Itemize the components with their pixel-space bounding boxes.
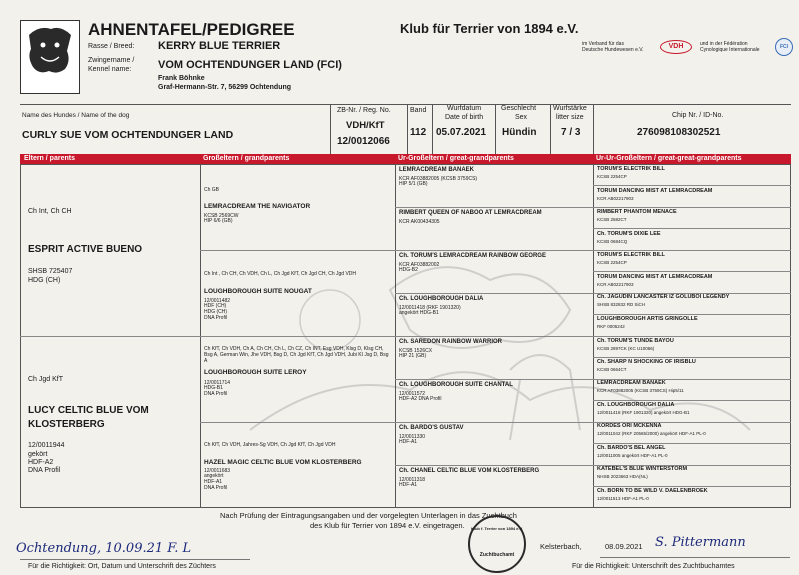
sex-value: Hündin xyxy=(502,127,537,138)
gggp-name: TORUM DANCING MIST AT LEMRACDREAM xyxy=(597,188,713,194)
birth-label-2: Date of birth xyxy=(445,114,484,121)
stamp-text-1: Klub f. Terrier von 1894 e.V. xyxy=(470,526,524,531)
fci-text-1: und in der Fédération xyxy=(700,41,748,47)
official-signature: S. Pittermann xyxy=(655,535,746,550)
gggp-reg: 12/0011005 angekört HDF-A1 PL-0 xyxy=(597,453,668,459)
gggp-name: LEMRACDREAM BANAEK xyxy=(597,380,666,386)
reg-label: ZB-Nr. / Reg. No. xyxy=(337,107,391,114)
great-grandparent-6 xyxy=(399,382,513,403)
fci-text-2: Cynologique Internationale xyxy=(700,47,760,53)
dam-name-1: LUCY CELTIC BLUE VOM xyxy=(28,405,149,416)
vdh-text-2: Deutsche Hundewesen e.V. xyxy=(582,47,644,53)
kennel-value: VOM OCHTENDUNGER LAND (FCI) xyxy=(158,59,342,71)
ggg-3 xyxy=(597,209,677,222)
dam-reg-4: DNA Profil xyxy=(28,467,61,474)
dam-reg-1: 12/0011944 xyxy=(28,442,65,449)
breeder-caption: Für die Richtigkeit: Ort, Datum und Unterschrift des Züchters xyxy=(28,563,216,570)
gp-reg-1: 12/0011714 xyxy=(204,379,231,386)
ggp-name: Ch. BARDO'S GUSTAV xyxy=(399,425,464,431)
ggg-15 xyxy=(597,466,687,479)
ggp-reg-1: 12/0011330 xyxy=(399,433,426,440)
birth-value: 05.07.2021 xyxy=(436,127,487,138)
vdh-badge-text: VDH xyxy=(668,43,684,50)
reg-value-1: VDH/KfT xyxy=(346,120,385,131)
registry-note-2: des Klub für Terrier von 1894 e.V. eingetragen. xyxy=(310,521,465,530)
ggp-reg-1: KCSB 1526CX xyxy=(399,347,433,354)
gggp-reg: KCR AB02217903 xyxy=(597,282,634,288)
gggp-reg: KCSB 2254CP xyxy=(597,174,627,180)
ggp-name: Ch. TORUM'S LEMRACDREAM RAINBOW GEORGE xyxy=(399,253,546,259)
gggp-name: LOUGHBOROUGH ARTIS GRINGOLLE xyxy=(597,316,698,322)
ggp-reg-2: HDF-A1 xyxy=(399,482,418,489)
breed-label: Rasse / Breed: xyxy=(88,43,135,50)
logo-subtext: von 1894 xyxy=(38,87,55,92)
gggp-name: RIMBERT PHANTOM MENACE xyxy=(597,209,677,215)
grandparent-1 xyxy=(204,188,392,225)
ggp-name: LEMRACDREAM BANAEK xyxy=(399,167,474,173)
gggp-reg: KCSB 0684CQ xyxy=(597,239,628,245)
gggp-name: KORDES ORI MCKENNA xyxy=(597,423,662,429)
gp-reg-2: HIP 6/6 (GB) xyxy=(204,218,233,225)
ggp-reg-2: HDG-B2 xyxy=(399,267,418,274)
registry-note-1: Nach Prüfung der Eintragungsangaben und der vorgelegten Unterlagen in das Zuchtbuch xyxy=(220,511,517,520)
col-great-great-grandparents: Ur-Ur-Großeltern / great-great-grandparents xyxy=(596,155,742,162)
dog-name-label: Name des Hundes / Name of the dog xyxy=(22,112,130,119)
club-name: Klub für Terrier von 1894 e.V. xyxy=(400,21,579,36)
gp-reg-2: HDG-B1 xyxy=(204,385,223,392)
ggg-10 xyxy=(597,359,696,372)
grandparent-2 xyxy=(204,272,392,321)
gggp-reg: KCSB 2254CP xyxy=(597,260,627,266)
gggp-name: Ch. LOUGHBOROUGH DALIA xyxy=(597,402,675,408)
ggp-name: RIMBERT QUEEN OF NABOO AT LEMRACDREAM xyxy=(399,210,542,216)
gp-reg-3: DNA Profil xyxy=(204,390,228,397)
litter-label-1: Wurfstärke xyxy=(553,105,587,112)
club-stamp xyxy=(468,515,526,573)
gggp-reg: 12/0011042 (RKF 20565/2000) angekört HDF-A1 PL-0 xyxy=(597,431,706,437)
gggp-reg: NHSB 2023663 HDA(NL) xyxy=(597,474,648,480)
gp-reg-1: 12/0011683 xyxy=(204,467,231,474)
col-great-grandparents: Ur-Großeltern / great-grandparents xyxy=(398,155,514,162)
gp-reg-1: KCSB 2569CW xyxy=(204,212,239,219)
ggg-11 xyxy=(597,380,684,393)
gggp-reg: KCSB 0664CT xyxy=(597,367,627,373)
gggp-name: Ch. TORUM'S DIXIE LEE xyxy=(597,231,661,237)
ggp-reg-2: HIP 21 (GB) xyxy=(399,353,427,360)
gp-titles: Ch KfT, Ch VDH, Jahres-Sg VDH, Ch Jgd KfT, Ch Jgd VDH xyxy=(204,442,336,448)
gggp-name: KATEBEL'S BLUE WINTERSTORM xyxy=(597,466,688,472)
stamp-text-2: Zuchtbuchamt xyxy=(479,552,515,559)
gggp-reg: RKF 0005242 xyxy=(597,324,625,330)
great-grandparent-5 xyxy=(399,339,502,360)
ggg-8 xyxy=(597,316,698,329)
gp-reg-2: HDF (CH) xyxy=(204,303,227,310)
gggp-name: Ch. SHARP N SHOCKING OF IRISBLU xyxy=(597,359,696,365)
pedigree-column-headers xyxy=(20,154,791,164)
ggp-reg-1: KCR AF03882005 (KCSB 3759CS) xyxy=(399,175,478,182)
chip-label: Chip Nr. / ID-No. xyxy=(672,112,724,119)
sire-titles: Ch Int, Ch CH xyxy=(28,208,72,215)
gggp-reg: SHSB 832832 RD SiCH xyxy=(597,302,646,308)
fci-logo xyxy=(775,38,793,56)
gggp-name: Ch. BORN TO BE WILD V. DAELENBROEK xyxy=(597,488,708,494)
gggp-name: TORUM'S ELECTRIK BILL xyxy=(597,166,665,172)
vdh-text-1: im Verband für das xyxy=(582,41,624,47)
gp-reg-3: HDG (CH) xyxy=(204,309,228,316)
ggp-reg-2: HIP 5/1 (GB) xyxy=(399,181,428,188)
dam-titles: Ch Jgd KfT xyxy=(28,376,64,383)
gp-reg-1: 12/0011482 xyxy=(204,297,231,304)
ggg-1 xyxy=(597,166,665,179)
gggp-reg: 12/0011418 (RKF 1901320) angekört HDG-B1 xyxy=(597,410,690,416)
gggp-reg: KCR AB02217903 xyxy=(597,196,634,202)
official-caption: Für die Richtigkeit: Unterschrift des Zuchtbuchamtes xyxy=(572,563,735,570)
ggp-reg-1: 12/0011318 xyxy=(399,476,426,483)
col-grandparents: Großeltern / grandparents xyxy=(203,155,290,162)
ggg-5 xyxy=(597,252,665,265)
dam-reg-2: gekört xyxy=(28,451,48,458)
owner-address: Graf-Hermann-Str. 7, 56299 Ochtendung xyxy=(158,84,292,91)
ggg-9 xyxy=(597,338,674,351)
ggg-7 xyxy=(597,294,729,307)
ggg-13 xyxy=(597,423,706,436)
col-parents: Eltern / parents xyxy=(24,155,75,162)
dam-name-2: KLOSTERBERG xyxy=(28,419,105,430)
ggg-16 xyxy=(597,488,708,501)
vdh-logo xyxy=(660,40,692,54)
ggp-reg-2: HDF-A1 xyxy=(399,439,418,446)
litter-value: 7 / 3 xyxy=(561,127,581,138)
reg-value-2: 12/0012066 xyxy=(337,136,390,147)
great-grandparent-8 xyxy=(399,468,539,489)
gggp-name: Ch. BARDO'S BEL ANGEL xyxy=(597,445,666,451)
ggp-reg-2: HDF-A2 DNA Profil xyxy=(399,396,442,403)
gp-reg-2: angekört xyxy=(204,473,224,480)
great-grandparent-2 xyxy=(399,210,542,225)
gggp-reg: 12/0011513 HDF-A1 PL-0 xyxy=(597,496,649,502)
sire-reg-1: SHSB 725407 xyxy=(28,268,73,275)
gp-reg-4: DNA Profil xyxy=(204,314,228,321)
ggg-2 xyxy=(597,188,712,201)
ggg-12 xyxy=(597,402,689,415)
gp-titles: Ch GB xyxy=(204,187,220,193)
ggp-reg-1: 12/0011418 (RKF 1901320) xyxy=(399,304,461,311)
gggp-reg: KCSB 2897CK (KC U10066) xyxy=(597,346,655,352)
great-grandparent-1 xyxy=(399,167,477,188)
gp-reg-3: HDF-A1 xyxy=(204,479,223,486)
ggp-name: Ch. LOUGHBOROUGH DALIA xyxy=(399,296,484,302)
kennel-label-2: Kennel name: xyxy=(88,66,132,73)
gp-name: HAZEL MAGIC CELTIC BLUE VOM KLOSTERBERG xyxy=(204,458,362,466)
breed-value: KERRY BLUE TERRIER xyxy=(158,40,281,52)
ggp-reg-1: KCR AK00434305 xyxy=(399,218,440,225)
gggp-name: TORUM'S ELECTRIK BILL xyxy=(597,252,665,258)
ggp-name: Ch. SAREDON RAINBOW WARRIOR xyxy=(399,339,502,345)
sire-name: ESPRIT ACTIVE BUENO xyxy=(28,244,143,255)
gp-titles: Ch Int , Ch CH, Ch VDH, Ch L, Ch Jgd KfT, Ch Jgd CH, Ch Jgd VDH xyxy=(204,271,356,277)
gggp-name: Ch. JAGUDIN LANCASTER IZ GOLUBOI LEGENDY xyxy=(597,294,730,300)
gp-name: LOUGHBOROUGH SUITE NOUGAT xyxy=(204,287,312,295)
dam-reg-3: HDF-A2 xyxy=(28,459,54,466)
band-value: 112 xyxy=(410,127,427,138)
great-grandparent-7 xyxy=(399,425,464,446)
ggp-name: Ch. LOUGHBOROUGH SUITE CHANTAL xyxy=(399,382,513,388)
ggp-reg-1: KCR AF03882002 xyxy=(399,261,440,268)
sex-label-2: Sex xyxy=(515,114,528,121)
ggp-name: Ch. CHANEL CELTIC BLUE VOM KLOSTERBERG xyxy=(399,468,540,474)
great-grandparent-3 xyxy=(399,253,546,274)
sex-label-1: Geschlecht xyxy=(501,105,537,112)
gggp-name: Ch. TORUM'S TUNDE BAYOU xyxy=(597,338,674,344)
ggg-6 xyxy=(597,274,712,287)
logo-text: KfT xyxy=(28,78,43,88)
ggp-reg-2: angekört HDG-B1 xyxy=(399,310,439,317)
ggg-4 xyxy=(597,231,661,244)
gggp-reg: KCR AF03882005 (KCSB 3759CS) Hip5/11 xyxy=(597,388,684,394)
band-label: Band xyxy=(410,107,427,114)
ggg-14 xyxy=(597,445,667,458)
dog-name: CURLY SUE VOM OCHTENDUNGER LAND xyxy=(22,129,234,141)
litter-label-2: litter size xyxy=(556,114,584,121)
chip-value: 276098108302521 xyxy=(637,127,721,138)
fci-badge-text: FCI xyxy=(779,44,789,50)
great-grandparent-4 xyxy=(399,296,483,317)
gp-titles: Ch KfT, Ch VDH, Ch A, Ch CH, Ch L, Ch CZ, Ch INT, Esg VDH, Klsg D, Klsg CH, Bsg A, German Win, Jhe VDH, Bsg D, Ch Jgd KfT, Ch Jgd VDH, Jubi KI Jsg D, Bsg A xyxy=(204,346,389,364)
gggp-reg: KCSB 2582CT xyxy=(597,217,627,223)
birth-label-1: Wurfdatum xyxy=(447,105,482,112)
page-title: AHNENTAFEL/PEDIGREE xyxy=(88,20,295,39)
breeder-signature: Ochtendung, 10.09.21 F. L xyxy=(16,541,192,556)
grandparent-3 xyxy=(204,347,392,397)
sire-reg-2: HDG (CH) xyxy=(28,277,61,284)
gp-name: LEMRACDREAM THE NAVIGATOR xyxy=(204,202,311,210)
ggp-reg-1: 12/0011572 xyxy=(399,390,426,397)
owner-name: Frank Böhnke xyxy=(158,75,205,82)
kennel-label-1: Zwingername / xyxy=(88,57,135,64)
grandparent-4 xyxy=(204,443,392,491)
issue-date: 08.09.2021 xyxy=(605,542,643,551)
place: Kelsterbach, xyxy=(540,542,582,551)
gp-reg-4: DNA Profil xyxy=(204,484,228,491)
gp-name: LOUGHBOROUGH SUITE LEROY xyxy=(204,369,307,377)
gggp-name: TORUM DANCING MIST AT LEMRACDREAM xyxy=(597,274,713,280)
